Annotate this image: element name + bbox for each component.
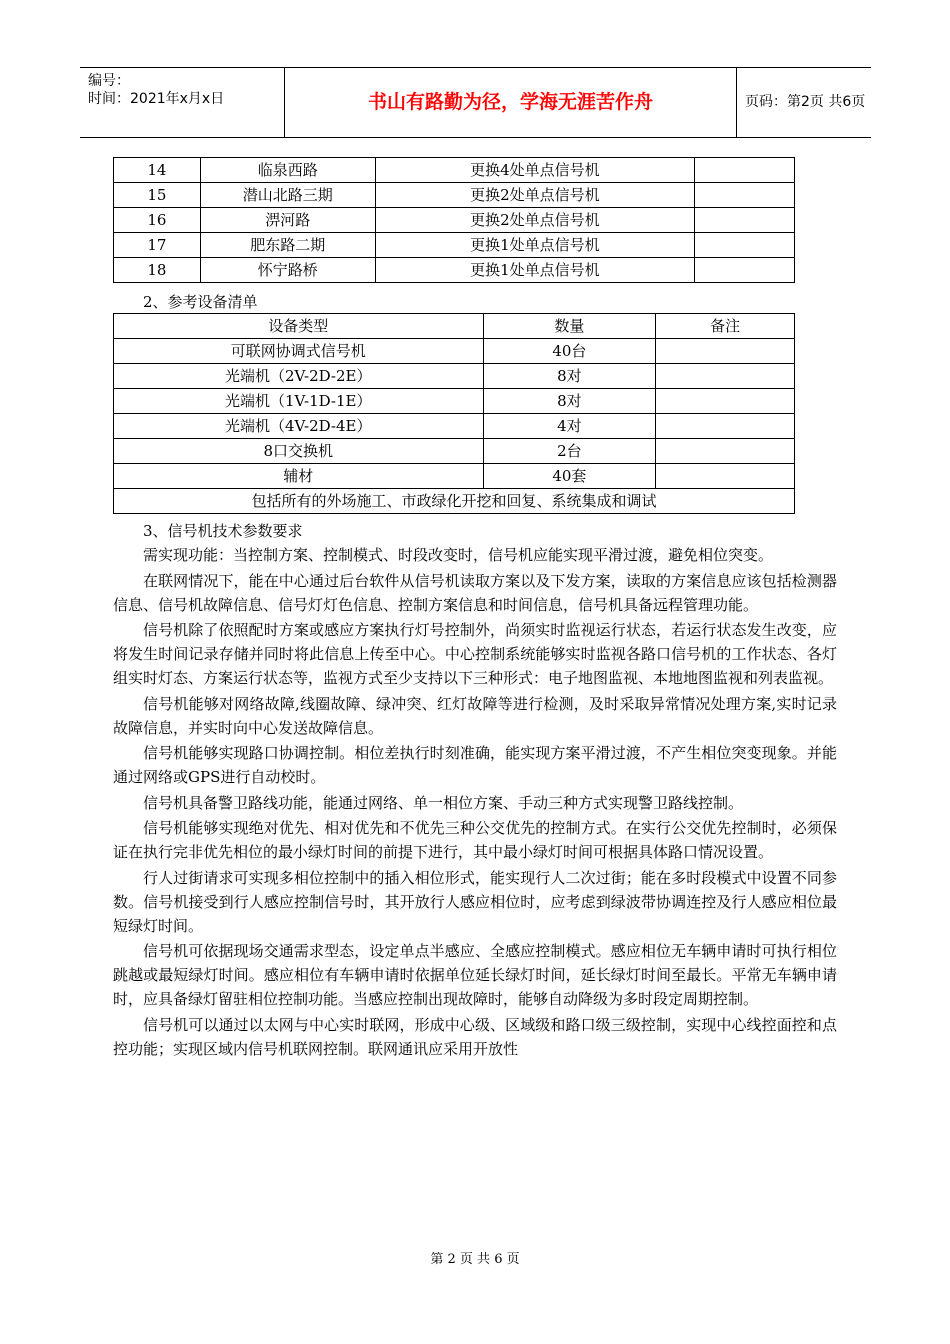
table-row — [114, 158, 795, 183]
table-cell: 淠河路 — [200, 208, 375, 233]
table-cell: 临泉西路 — [200, 158, 375, 183]
table-cell: 15 — [114, 183, 201, 208]
section-title-equipment: 2、参考设备清单 — [143, 293, 258, 311]
table-cell: 光端机（1V-1D-1E） — [114, 389, 484, 414]
table-row — [114, 389, 795, 414]
table-cell — [656, 439, 795, 464]
table-cell: 40台 — [483, 339, 656, 364]
paragraph: 信号机可依据现场交通需求型态，设定单点半感应、全感应控制模式。感应相位无车辆申请时可执行相位跳越或最短绿灯时间。感应相位有车辆申请时依据单位延长绿灯时间，延长绿灯时间至最长。平常无车辆申请时，应具备绿灯留驻相位控制功能。当感应控制出现故障时，能够自动降级为多时段定周期控制。 — [113, 942, 837, 1008]
table-cell: 更换2处单点信号机 — [375, 208, 695, 233]
table-row — [114, 339, 795, 364]
column-header: 数量 — [483, 314, 656, 339]
header-motto: 书山有路勤为径，学海无涯苦作舟 — [285, 68, 737, 137]
paragraph: 行人过街请求可实现多相位控制中的插入相位形式，能实现行人二次过街；能在多时段模式中设置不同参数。信号机接受到行人感应控制信号时，其开放行人感应相位时，应考虑到绿波带协调连控及行人感应相位最短绿灯时间。 — [113, 868, 837, 935]
document-code-label: 编号： — [88, 73, 130, 89]
table-row — [114, 233, 795, 258]
table-cell — [695, 158, 795, 183]
table-footer-row — [114, 489, 795, 514]
body-text — [113, 543, 837, 1062]
table-cell: 可联网协调式信号机 — [114, 339, 484, 364]
header-page-number: 页码：第2页 共6页 — [745, 94, 866, 110]
table-cell: 4对 — [483, 414, 656, 439]
table-cell: 2台 — [483, 439, 656, 464]
table-cell: 8对 — [483, 364, 656, 389]
page-header — [80, 67, 871, 138]
table-row — [114, 258, 795, 283]
table-footer-note: 包括所有的外场施工、市政绿化开挖和回复、系统集成和调试 — [114, 489, 795, 514]
equipment-table — [113, 313, 795, 514]
table-cell — [695, 258, 795, 283]
paragraph: 信号机能够实现绝对优先、相对优先和不优先三种公交优先的控制方式。在实行公交优先控制时，必须保证在执行完非优先相位的最小绿灯时间的前提下进行，其中最小绿灯时间可根据具体路口情况设置。 — [113, 819, 837, 861]
table-cell — [695, 233, 795, 258]
paragraph: 在联网情况下，能在中心通过后台软件从信号机读取方案以及下发方案，读取的方案信息应该包括检测器信息、信号机故障信息、信号灯灯色信息、控制方案信息和时间信息，信号机具备远程管理功能。 — [113, 571, 837, 614]
table-cell: 14 — [114, 158, 201, 183]
table-row — [114, 364, 795, 389]
table-row — [114, 208, 795, 233]
table-cell — [695, 208, 795, 233]
column-header: 备注 — [656, 314, 795, 339]
table-cell: 8口交换机 — [114, 439, 484, 464]
paragraph: 信号机除了依照配时方案或感应方案执行灯号控制外，尚须实时监视运行状态，若运行状态发生改变，应将发生时间记录存储并同时将此信息上传至中心。中心控制系统能够实时监视各路口信号机的工作状态、各灯组实时灯态、方案运行状态等，监视方式至少支持以下三种形式：电子地图监视、本地地图监视和列表监视。 — [113, 621, 837, 687]
table-cell: 光端机（4V-2D-4E） — [114, 414, 484, 439]
table-cell: 8对 — [483, 389, 656, 414]
paragraph: 信号机可以通过以太网与中心实时联网，形成中心级、区域级和路口级三级控制，实现中心线控面控和点控功能；实现区域内信号机联网控制。联网通讯应采用开放性 — [113, 1015, 837, 1058]
table-cell: 更换1处单点信号机 — [375, 233, 695, 258]
table-cell: 辅材 — [114, 464, 484, 489]
table-cell: 17 — [114, 233, 201, 258]
header-meta — [80, 68, 285, 137]
table-cell — [656, 464, 795, 489]
table-cell: 肥东路二期 — [200, 233, 375, 258]
table-row — [114, 464, 795, 489]
table-cell — [695, 183, 795, 208]
paragraph: 需实现功能：当控制方案、控制模式、时段改变时，信号机应能实现平滑过渡，避免相位突变。 — [143, 546, 774, 564]
table-row — [114, 439, 795, 464]
table-cell: 16 — [114, 208, 201, 233]
table-row — [114, 414, 795, 439]
road-list-table — [113, 157, 795, 283]
page-footer: 第 2 页 共 6 页 — [430, 1252, 520, 1267]
table-cell — [656, 414, 795, 439]
table-cell: 怀宁路桥 — [200, 258, 375, 283]
table-cell: 更换4处单点信号机 — [375, 158, 695, 183]
section-title-specs: 3、信号机技术参数要求 — [143, 522, 303, 540]
table-cell: 18 — [114, 258, 201, 283]
paragraph: 信号机能够对网络故障,线圈故障、绿冲突、红灯故障等进行检测，及时采取异常情况处理方案,实时记录故障信息，并实时向中心发送故障信息。 — [113, 694, 837, 737]
table-cell: 潜山北路三期 — [200, 183, 375, 208]
table-cell: 40套 — [483, 464, 656, 489]
column-header: 设备类型 — [114, 314, 484, 339]
paragraph: 信号机能够实现路口协调控制。相位差执行时刻准确，能实现方案平滑过渡，不产生相位突变现象。并能通过网络或GPS进行自动校时。 — [113, 744, 837, 786]
table-cell — [656, 364, 795, 389]
table-cell — [656, 389, 795, 414]
table-row — [114, 183, 795, 208]
paragraph: 信号机具备警卫路线功能，能通过网络、单一相位方案、手动三种方式实现警卫路线控制。 — [143, 793, 744, 812]
table-cell: 更换2处单点信号机 — [375, 183, 695, 208]
document-date-label: 时间：2021年x月x日 — [88, 91, 225, 107]
table-cell — [656, 339, 795, 364]
table-header-row — [114, 314, 795, 339]
table-cell: 光端机（2V-2D-2E） — [114, 364, 484, 389]
table-cell: 更换1处单点信号机 — [375, 258, 695, 283]
